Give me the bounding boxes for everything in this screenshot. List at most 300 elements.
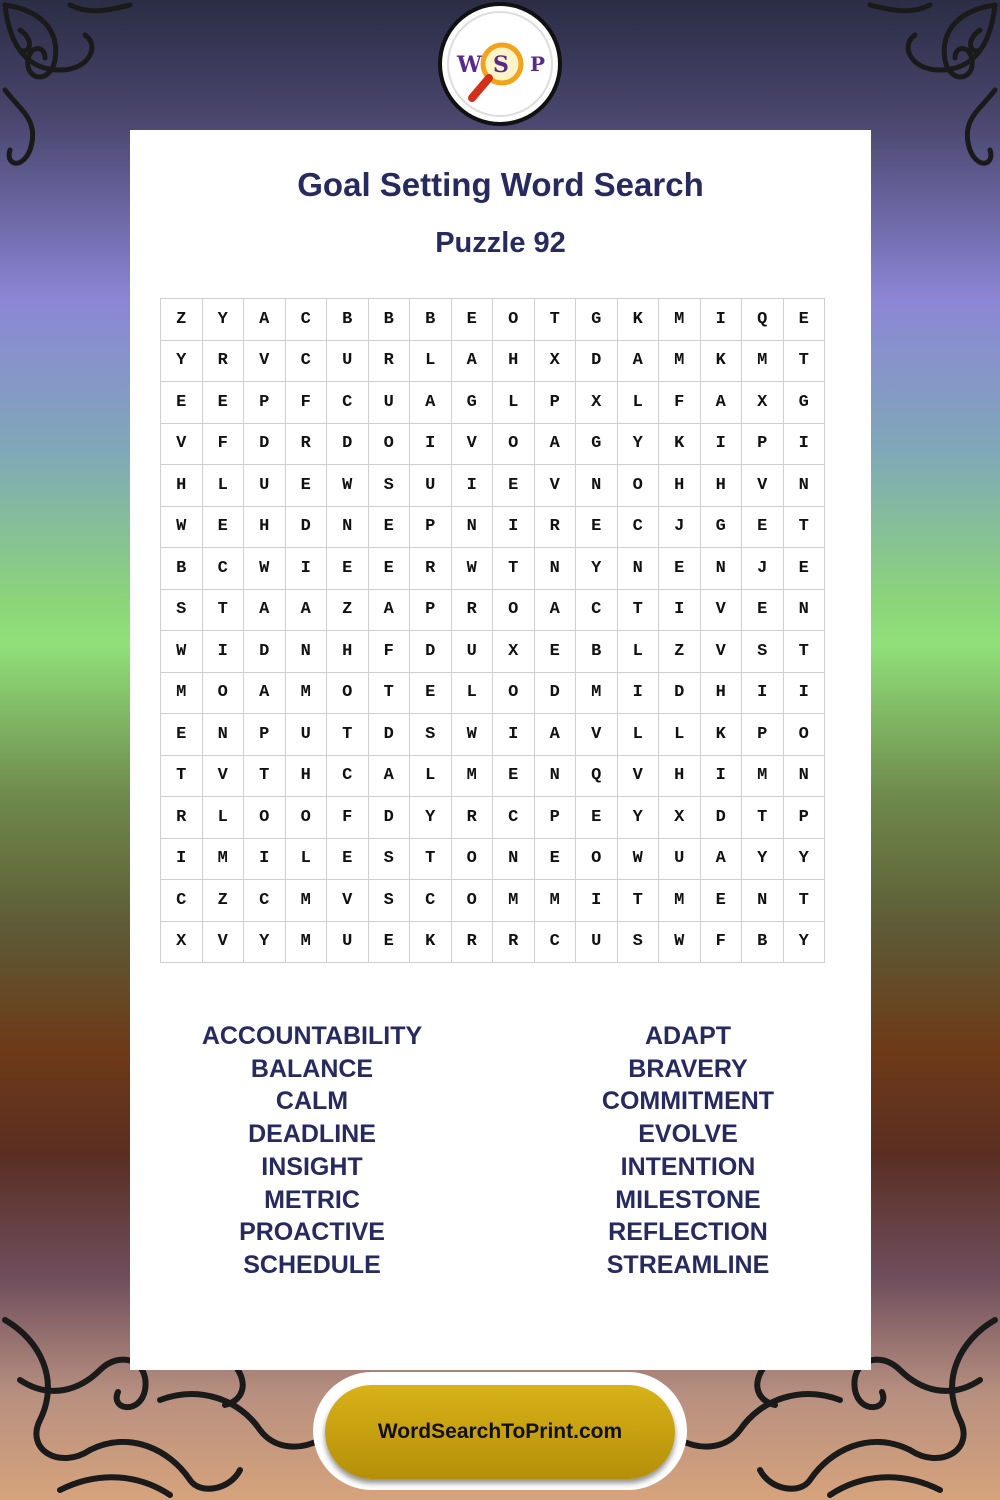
grid-cell[interactable]: P xyxy=(742,714,784,756)
grid-cell[interactable]: D xyxy=(244,631,286,673)
logo-letter: S xyxy=(493,52,509,78)
grid-cell[interactable]: U xyxy=(285,714,327,756)
grid-cell[interactable]: T xyxy=(534,299,576,341)
grid-cell[interactable]: A xyxy=(534,714,576,756)
grid-cell[interactable]: R xyxy=(493,921,535,963)
grid-cell[interactable]: I xyxy=(161,838,203,880)
grid-cell[interactable]: T xyxy=(783,880,825,922)
grid-cell[interactable]: O xyxy=(493,672,535,714)
grid-cell[interactable]: I xyxy=(493,506,535,548)
grid-cell[interactable]: C xyxy=(285,299,327,341)
grid-cell[interactable]: M xyxy=(659,880,701,922)
grid-cell[interactable]: U xyxy=(451,631,493,673)
grid-cell[interactable]: I xyxy=(700,423,742,465)
puzzle-sheet xyxy=(130,130,871,1370)
grid-cell[interactable]: E xyxy=(783,299,825,341)
grid-cell[interactable]: N xyxy=(576,465,618,507)
grid-cell[interactable]: D xyxy=(244,423,286,465)
grid-cell[interactable]: X xyxy=(659,797,701,839)
grid-cell[interactable]: I xyxy=(410,423,452,465)
grid-cell[interactable]: N xyxy=(534,548,576,590)
grid-cell[interactable]: I xyxy=(617,672,659,714)
grid-cell[interactable]: P xyxy=(244,714,286,756)
grid-cell[interactable]: B xyxy=(161,548,203,590)
grid-cell[interactable]: V xyxy=(244,340,286,382)
grid-cell[interactable]: N xyxy=(783,465,825,507)
grid-cell[interactable]: J xyxy=(742,548,784,590)
grid-cell[interactable]: U xyxy=(327,921,369,963)
grid-cell[interactable]: V xyxy=(202,755,244,797)
grid-cell[interactable]: A xyxy=(368,755,410,797)
grid-cell[interactable]: A xyxy=(534,589,576,631)
word-list-item: ACCOUNTABILITY xyxy=(201,1022,423,1050)
grid-cell[interactable]: N xyxy=(451,506,493,548)
grid-cell[interactable]: C xyxy=(244,880,286,922)
grid-cell[interactable]: V xyxy=(700,631,742,673)
grid-cell[interactable]: S xyxy=(368,838,410,880)
grid-cell[interactable]: Y xyxy=(161,340,203,382)
grid-row xyxy=(161,299,825,341)
puzzle-number: Puzzle 92 xyxy=(435,227,566,259)
grid-cell[interactable]: I xyxy=(742,672,784,714)
grid-cell[interactable]: V xyxy=(700,589,742,631)
grid-cell[interactable]: A xyxy=(410,382,452,424)
grid-cell[interactable]: A xyxy=(244,299,286,341)
grid-cell[interactable]: V xyxy=(742,465,784,507)
grid-cell[interactable]: P xyxy=(534,797,576,839)
grid-cell[interactable]: E xyxy=(576,506,618,548)
site-link[interactable]: WordSearchToPrint.com xyxy=(377,1420,623,1443)
grid-cell[interactable]: C xyxy=(576,589,618,631)
grid-cell[interactable]: R xyxy=(534,506,576,548)
grid-cell[interactable]: R xyxy=(368,340,410,382)
grid-cell[interactable]: C xyxy=(327,755,369,797)
grid-cell[interactable]: H xyxy=(700,465,742,507)
grid-cell[interactable]: L xyxy=(617,714,659,756)
grid-cell[interactable]: F xyxy=(202,423,244,465)
grid-row xyxy=(161,423,825,465)
grid-cell[interactable]: T xyxy=(783,506,825,548)
grid-cell[interactable]: L xyxy=(202,797,244,839)
grid-cell[interactable]: G xyxy=(576,423,618,465)
grid-cell[interactable]: E xyxy=(742,589,784,631)
grid-cell[interactable]: L xyxy=(617,382,659,424)
grid-row xyxy=(161,921,825,963)
grid-cell[interactable]: E xyxy=(493,465,535,507)
word-list-item: SCHEDULE xyxy=(243,1250,381,1279)
grid-cell[interactable]: E xyxy=(410,672,452,714)
page-title: Goal Setting Word Search xyxy=(297,166,704,203)
grid-cell[interactable]: S xyxy=(617,921,659,963)
grid-cell[interactable]: E xyxy=(742,506,784,548)
grid-cell[interactable]: Z xyxy=(659,631,701,673)
grid-cell[interactable]: I xyxy=(493,714,535,756)
grid-cell[interactable]: E xyxy=(451,299,493,341)
grid-cell[interactable]: O xyxy=(285,797,327,839)
grid-cell[interactable]: V xyxy=(327,880,369,922)
grid-cell[interactable]: A xyxy=(451,340,493,382)
grid-cell[interactable]: I xyxy=(700,755,742,797)
grid-cell[interactable]: E xyxy=(659,548,701,590)
grid-cell[interactable]: H xyxy=(700,672,742,714)
word-list-item: DEADLINE xyxy=(248,1120,376,1149)
grid-cell[interactable]: I xyxy=(451,465,493,507)
grid-row xyxy=(161,382,825,424)
grid-cell[interactable]: D xyxy=(700,797,742,839)
grid-cell[interactable]: M xyxy=(451,755,493,797)
word-list-item: EVOLVE xyxy=(638,1120,738,1149)
grid-cell[interactable]: I xyxy=(202,631,244,673)
grid-cell[interactable]: O xyxy=(327,672,369,714)
grid-cell[interactable]: C xyxy=(617,506,659,548)
corner-ornament-icon xyxy=(0,0,150,210)
grid-cell[interactable]: H xyxy=(493,340,535,382)
grid-cell[interactable]: R xyxy=(451,589,493,631)
grid-cell[interactable]: R xyxy=(202,340,244,382)
grid-cell[interactable]: D xyxy=(576,340,618,382)
grid-cell[interactable]: A xyxy=(700,382,742,424)
grid-cell[interactable]: W xyxy=(161,631,203,673)
grid-cell[interactable]: Y xyxy=(202,299,244,341)
grid-cell[interactable]: G xyxy=(576,299,618,341)
grid-cell[interactable]: T xyxy=(783,340,825,382)
grid-cell[interactable]: V xyxy=(534,465,576,507)
grid-cell[interactable]: N xyxy=(202,714,244,756)
grid-cell[interactable]: T xyxy=(410,838,452,880)
grid-cell[interactable]: Y xyxy=(783,921,825,963)
grid-cell[interactable]: F xyxy=(368,631,410,673)
grid-cell[interactable]: B xyxy=(368,299,410,341)
grid-cell[interactable]: D xyxy=(285,506,327,548)
grid-cell[interactable]: L xyxy=(493,382,535,424)
grid-cell[interactable]: L xyxy=(659,714,701,756)
grid-cell[interactable]: S xyxy=(368,465,410,507)
grid-cell[interactable]: N xyxy=(742,880,784,922)
grid-cell[interactable]: O xyxy=(493,589,535,631)
grid-cell[interactable]: E xyxy=(161,382,203,424)
grid-cell[interactable]: O xyxy=(451,880,493,922)
grid-cell[interactable]: H xyxy=(659,465,701,507)
grid-cell[interactable]: O xyxy=(493,423,535,465)
grid-cell[interactable]: Q xyxy=(576,755,618,797)
word-list-item: BRAVERY xyxy=(628,1054,748,1083)
grid-cell[interactable]: N xyxy=(783,589,825,631)
grid-cell[interactable]: E xyxy=(285,465,327,507)
grid-cell[interactable]: S xyxy=(368,880,410,922)
grid-cell[interactable]: W xyxy=(327,465,369,507)
grid-cell[interactable]: C xyxy=(534,921,576,963)
grid-cell[interactable]: M xyxy=(742,755,784,797)
grid-cell[interactable]: W xyxy=(617,838,659,880)
grid-cell[interactable]: Y xyxy=(576,548,618,590)
grid-cell[interactable]: A xyxy=(285,589,327,631)
grid-cell[interactable]: M xyxy=(659,340,701,382)
grid-cell[interactable]: O xyxy=(783,714,825,756)
grid-row xyxy=(161,672,825,714)
grid-cell[interactable]: O xyxy=(576,838,618,880)
grid-cell[interactable]: E xyxy=(327,838,369,880)
grid-cell[interactable]: B xyxy=(327,299,369,341)
grid-cell[interactable]: V xyxy=(617,755,659,797)
grid-cell[interactable]: M xyxy=(285,921,327,963)
word-list-right xyxy=(508,1020,868,1282)
grid-row xyxy=(161,755,825,797)
grid-cell[interactable]: T xyxy=(617,880,659,922)
grid-cell[interactable]: P xyxy=(742,423,784,465)
grid-cell[interactable]: K xyxy=(410,921,452,963)
grid-cell[interactable]: C xyxy=(493,797,535,839)
corner-ornament-icon xyxy=(850,0,1000,210)
grid-cell[interactable]: N xyxy=(700,548,742,590)
word-list-item: REFLECTION xyxy=(608,1218,768,1247)
letter-grid xyxy=(160,298,825,963)
grid-cell[interactable]: G xyxy=(783,382,825,424)
grid-cell[interactable]: V xyxy=(576,714,618,756)
grid-cell[interactable]: P xyxy=(534,382,576,424)
grid-cell[interactable]: B xyxy=(576,631,618,673)
grid-cell[interactable]: B xyxy=(410,299,452,341)
grid-cell[interactable]: I xyxy=(700,299,742,341)
grid-cell[interactable]: W xyxy=(244,548,286,590)
grid-cell[interactable]: L xyxy=(617,631,659,673)
grid-row xyxy=(161,589,825,631)
grid-cell[interactable]: M xyxy=(202,838,244,880)
grid-cell[interactable]: V xyxy=(451,423,493,465)
grid-cell[interactable]: Y xyxy=(783,838,825,880)
grid-cell[interactable]: F xyxy=(700,921,742,963)
grid-cell[interactable]: N xyxy=(783,755,825,797)
grid-cell[interactable]: Q xyxy=(742,299,784,341)
grid-cell[interactable]: K xyxy=(659,423,701,465)
grid-cell[interactable]: S xyxy=(161,589,203,631)
grid-cell[interactable]: H xyxy=(161,465,203,507)
grid-cell[interactable]: U xyxy=(576,921,618,963)
grid-cell[interactable]: L xyxy=(202,465,244,507)
grid-cell[interactable]: A xyxy=(244,672,286,714)
grid-cell[interactable]: M xyxy=(161,672,203,714)
grid-cell[interactable]: G xyxy=(451,382,493,424)
grid-cell[interactable]: A xyxy=(700,838,742,880)
grid-row xyxy=(161,714,825,756)
word-list-item: COMMITMENT xyxy=(601,1087,775,1116)
grid-cell[interactable]: E xyxy=(202,382,244,424)
grid-cell[interactable]: R xyxy=(161,797,203,839)
grid-cell[interactable]: E xyxy=(368,548,410,590)
grid-cell[interactable]: I xyxy=(244,838,286,880)
grid-cell[interactable]: P xyxy=(783,797,825,839)
grid-cell[interactable]: O xyxy=(368,423,410,465)
grid-cell[interactable]: N xyxy=(285,631,327,673)
grid-cell[interactable]: T xyxy=(202,589,244,631)
grid-cell[interactable]: W xyxy=(451,548,493,590)
grid-cell[interactable]: Z xyxy=(161,299,203,341)
logo-letter: P xyxy=(530,52,546,76)
grid-cell[interactable]: D xyxy=(368,797,410,839)
grid-row xyxy=(161,880,825,922)
grid-cell[interactable]: A xyxy=(244,589,286,631)
grid-cell[interactable]: Z xyxy=(202,880,244,922)
grid-cell[interactable]: J xyxy=(659,506,701,548)
grid-cell[interactable]: I xyxy=(783,423,825,465)
grid-cell[interactable]: M xyxy=(576,672,618,714)
grid-cell[interactable]: T xyxy=(244,755,286,797)
grid-cell[interactable]: T xyxy=(783,631,825,673)
grid-cell[interactable]: D xyxy=(327,423,369,465)
grid-cell[interactable]: E xyxy=(534,631,576,673)
grid-cell[interactable]: L xyxy=(451,672,493,714)
grid-cell[interactable]: U xyxy=(368,382,410,424)
grid-cell[interactable]: U xyxy=(659,838,701,880)
grid-cell[interactable]: G xyxy=(700,506,742,548)
word-list-item: STREAMLINE xyxy=(606,1250,770,1279)
grid-cell[interactable]: S xyxy=(410,714,452,756)
grid-cell[interactable]: X xyxy=(534,340,576,382)
grid-cell[interactable]: W xyxy=(659,921,701,963)
grid-cell[interactable]: F xyxy=(327,797,369,839)
grid-cell[interactable]: C xyxy=(410,880,452,922)
grid-row xyxy=(161,838,825,880)
grid-cell[interactable]: M xyxy=(493,880,535,922)
grid-cell[interactable]: X xyxy=(493,631,535,673)
grid-cell[interactable]: O xyxy=(202,672,244,714)
word-list-item: INSIGHT xyxy=(261,1152,363,1181)
grid-cell[interactable]: Y xyxy=(617,423,659,465)
grid-cell[interactable]: D xyxy=(410,631,452,673)
grid-cell[interactable]: S xyxy=(742,631,784,673)
grid-cell[interactable]: F xyxy=(659,382,701,424)
grid-cell[interactable]: E xyxy=(161,714,203,756)
grid-cell[interactable]: I xyxy=(783,672,825,714)
wsp-logo xyxy=(438,2,562,126)
grid-cell[interactable]: P xyxy=(410,589,452,631)
grid-cell[interactable]: A xyxy=(617,340,659,382)
grid-cell[interactable]: M xyxy=(659,299,701,341)
grid-cell[interactable]: C xyxy=(161,880,203,922)
grid-cell[interactable]: Y xyxy=(617,797,659,839)
grid-cell[interactable]: K xyxy=(700,340,742,382)
grid-cell[interactable]: I xyxy=(576,880,618,922)
grid-cell[interactable]: W xyxy=(451,714,493,756)
word-list-item: INTENTION xyxy=(620,1152,756,1181)
grid-cell[interactable]: Y xyxy=(410,797,452,839)
grid-cell[interactable]: L xyxy=(410,340,452,382)
grid-cell[interactable]: U xyxy=(410,465,452,507)
grid-cell[interactable]: L xyxy=(410,755,452,797)
grid-cell[interactable]: H xyxy=(659,755,701,797)
grid-cell[interactable]: O xyxy=(244,797,286,839)
grid-cell[interactable]: V xyxy=(202,921,244,963)
footer-banner[interactable] xyxy=(325,1385,675,1479)
grid-cell[interactable]: D xyxy=(659,672,701,714)
grid-cell[interactable]: E xyxy=(534,838,576,880)
grid-cell[interactable]: T xyxy=(327,714,369,756)
grid-cell[interactable]: T xyxy=(617,589,659,631)
grid-row xyxy=(161,631,825,673)
grid-cell[interactable]: H xyxy=(285,755,327,797)
grid-cell[interactable]: K xyxy=(700,714,742,756)
grid-cell[interactable]: N xyxy=(493,838,535,880)
word-list-item: METRIC xyxy=(264,1185,360,1214)
grid-cell[interactable]: T xyxy=(493,548,535,590)
grid-cell[interactable]: T xyxy=(368,672,410,714)
grid-cell[interactable]: A xyxy=(534,423,576,465)
grid-cell[interactable]: I xyxy=(659,589,701,631)
grid-cell[interactable]: O xyxy=(617,465,659,507)
grid-row xyxy=(161,465,825,507)
word-list-item: BALANCE xyxy=(250,1054,374,1083)
grid-row xyxy=(161,506,825,548)
grid-cell[interactable]: A xyxy=(368,589,410,631)
grid-cell[interactable]: X xyxy=(161,921,203,963)
grid-cell[interactable]: R xyxy=(451,921,493,963)
grid-cell[interactable]: Y xyxy=(742,838,784,880)
grid-cell[interactable]: N xyxy=(327,506,369,548)
grid-cell[interactable]: M xyxy=(285,880,327,922)
grid-cell[interactable]: E xyxy=(783,548,825,590)
grid-cell[interactable]: Z xyxy=(327,589,369,631)
grid-cell[interactable]: C xyxy=(202,548,244,590)
grid-cell[interactable]: V xyxy=(161,423,203,465)
grid-cell[interactable]: R xyxy=(285,423,327,465)
grid-cell[interactable]: O xyxy=(451,838,493,880)
grid-cell[interactable]: M xyxy=(534,880,576,922)
word-list-item: PROACTIVE xyxy=(239,1218,385,1247)
grid-cell[interactable]: I xyxy=(285,548,327,590)
grid-cell[interactable]: P xyxy=(244,382,286,424)
grid-cell[interactable]: T xyxy=(161,755,203,797)
grid-cell[interactable]: E xyxy=(576,797,618,839)
grid-cell[interactable]: C xyxy=(327,382,369,424)
grid-cell[interactable]: F xyxy=(285,382,327,424)
grid-cell[interactable]: X xyxy=(742,382,784,424)
grid-cell[interactable]: R xyxy=(451,797,493,839)
grid-cell[interactable]: U xyxy=(327,340,369,382)
grid-cell[interactable]: B xyxy=(742,921,784,963)
grid-cell[interactable]: N xyxy=(534,755,576,797)
grid-cell[interactable]: E xyxy=(493,755,535,797)
grid-cell[interactable]: E xyxy=(202,506,244,548)
word-list-left xyxy=(132,1020,492,1282)
grid-cell[interactable]: U xyxy=(244,465,286,507)
grid-cell[interactable]: H xyxy=(244,506,286,548)
grid-row xyxy=(161,797,825,839)
grid-cell[interactable]: W xyxy=(161,506,203,548)
grid-cell[interactable]: H xyxy=(327,631,369,673)
word-list-item: MILESTONE xyxy=(615,1185,761,1214)
grid-row xyxy=(161,548,825,590)
grid-cell[interactable]: E xyxy=(700,880,742,922)
grid-cell[interactable]: O xyxy=(493,299,535,341)
grid-cell[interactable]: T xyxy=(742,797,784,839)
grid-cell[interactable]: N xyxy=(617,548,659,590)
grid-cell[interactable]: X xyxy=(576,382,618,424)
grid-cell[interactable]: R xyxy=(410,548,452,590)
grid-cell[interactable]: P xyxy=(410,506,452,548)
grid-cell[interactable]: K xyxy=(617,299,659,341)
grid-cell[interactable]: Y xyxy=(244,921,286,963)
grid-cell[interactable]: C xyxy=(285,340,327,382)
grid-cell[interactable]: D xyxy=(368,714,410,756)
grid-cell[interactable]: E xyxy=(368,921,410,963)
grid-cell[interactable]: M xyxy=(285,672,327,714)
grid-cell[interactable]: D xyxy=(534,672,576,714)
grid-cell[interactable]: E xyxy=(327,548,369,590)
word-list-item: CALM xyxy=(275,1087,349,1116)
grid-row xyxy=(161,340,825,382)
grid-cell[interactable]: L xyxy=(285,838,327,880)
grid-cell[interactable]: E xyxy=(368,506,410,548)
grid-cell[interactable]: M xyxy=(742,340,784,382)
